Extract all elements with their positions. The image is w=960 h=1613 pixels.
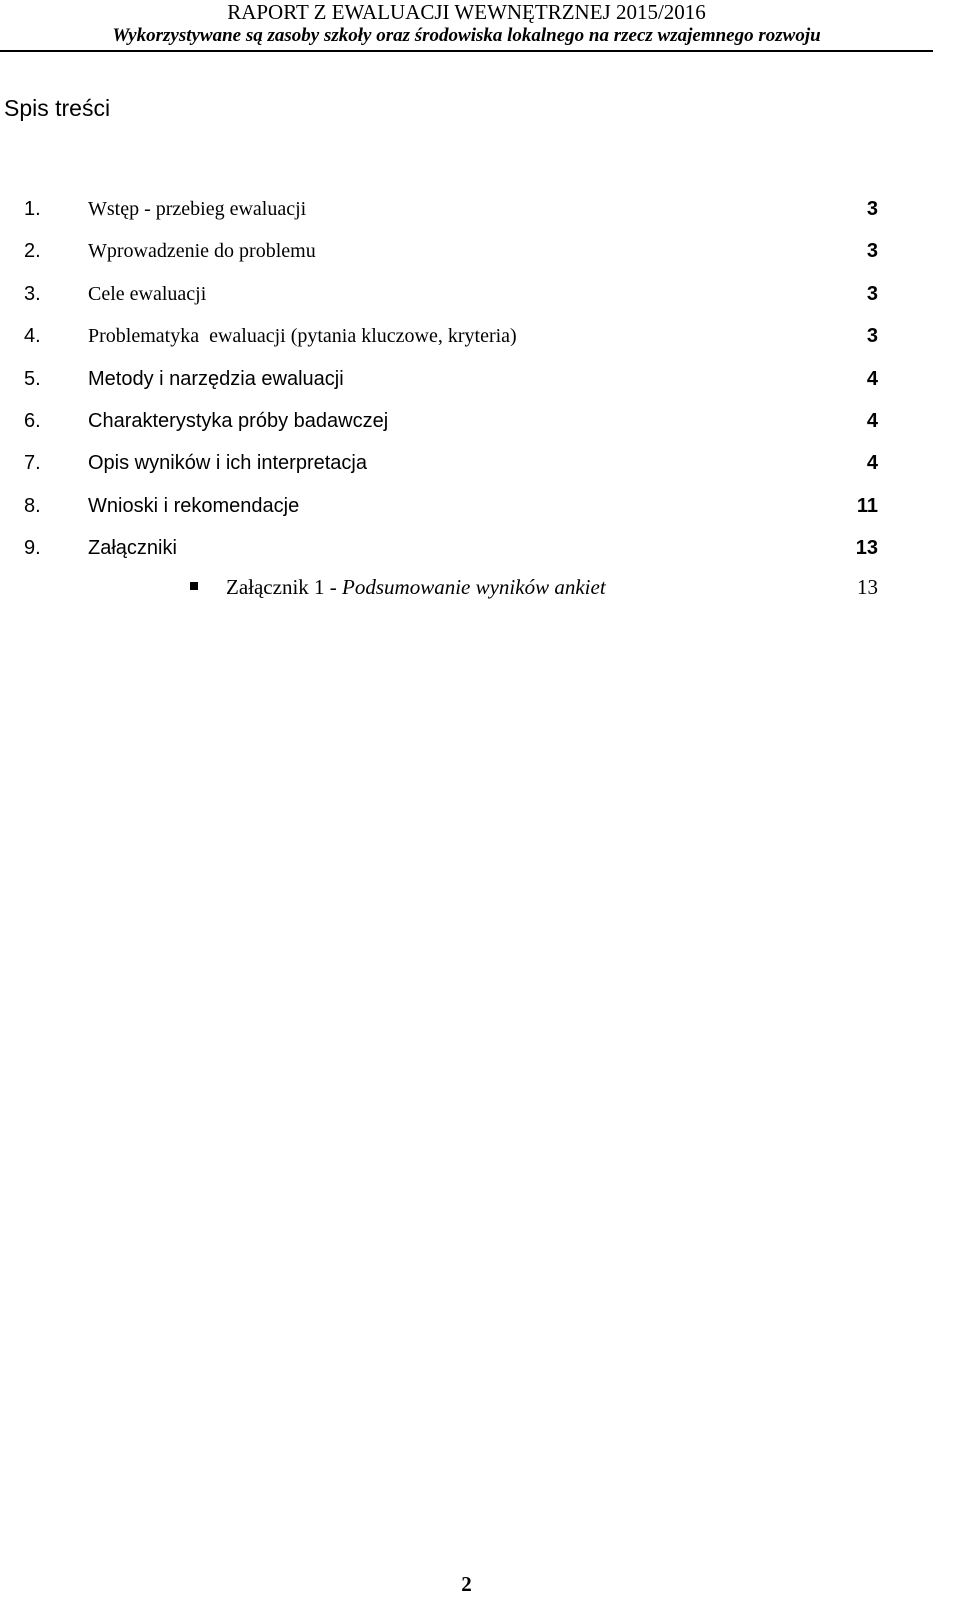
toc-subitem-prefix: Załącznik 1 - [226, 575, 343, 599]
toc-subitem-title: Podsumowanie wyników ankiet [342, 575, 606, 599]
square-bullet-icon [190, 582, 198, 590]
toc-item-label: Wstęp - przebieg ewaluacji [88, 198, 307, 220]
toc-item-number: 9. [24, 537, 41, 560]
toc-item-page: 3 [866, 325, 878, 348]
toc-item[interactable] [0, 365, 933, 407]
toc-item-label: Wnioski i rekomendacje [88, 494, 300, 517]
toc-item[interactable] [0, 280, 933, 322]
toc-item-label: Opis wyników i ich interpretacja [88, 452, 367, 475]
toc-item-label: Załączniki [88, 537, 177, 560]
toc-item-page: 3 [866, 282, 878, 305]
toc-item[interactable] [0, 407, 933, 449]
toc-item-page: 3 [866, 240, 878, 263]
page-number: 2 [461, 1572, 472, 1596]
toc-item-label: Metody i narzędzia ewaluacji [88, 367, 344, 390]
toc-item-page: 3 [866, 198, 878, 220]
toc-item-label: Problematyka ewaluacji (pytania kluczowe, kryteria) [88, 325, 517, 348]
toc-item-page: 4 [866, 409, 878, 432]
toc-item-page: 13 [855, 537, 878, 560]
toc-subitem[interactable] [0, 573, 933, 603]
toc-item[interactable] [0, 449, 933, 491]
toc-item-number: 4. [24, 325, 41, 348]
toc-list [0, 195, 933, 577]
toc-item[interactable] [0, 237, 933, 279]
toc-item-number: 7. [24, 452, 41, 475]
toc-heading: Spis treści [4, 95, 111, 121]
toc-item-number: 1. [24, 198, 41, 220]
toc-item-label: Wprowadzenie do problemu [88, 240, 316, 263]
toc-item[interactable] [0, 492, 933, 534]
toc-item-number: 2. [24, 240, 41, 263]
report-title: RAPORT Z EWALUACJI WEWNĘTRZNEJ 2015/2016 [227, 0, 706, 24]
toc-item-label: Charakterystyka próby badawczej [88, 409, 389, 432]
toc-item[interactable] [0, 195, 933, 237]
toc-item[interactable] [0, 322, 933, 364]
toc-subitem-label [226, 573, 606, 601]
header-divider [0, 50, 933, 52]
toc-item-page: 4 [866, 367, 878, 390]
toc-subitem-page: 13 [857, 575, 878, 599]
toc-item-number: 8. [24, 494, 41, 517]
toc-item-label: Cele ewaluacji [88, 282, 207, 305]
toc-item-page: 4 [866, 452, 878, 475]
page-header [0, 0, 933, 48]
toc-item-number: 6. [24, 409, 41, 432]
toc-item[interactable] [0, 534, 933, 576]
report-subtitle: Wykorzystywane są zasoby szkoły oraz środowiska lokalnego na rzecz wzajemnego rozwoju [112, 25, 821, 46]
toc-item-number: 3. [24, 282, 41, 305]
toc-item-page: 11 [856, 494, 878, 517]
toc-item-number: 5. [24, 367, 41, 390]
